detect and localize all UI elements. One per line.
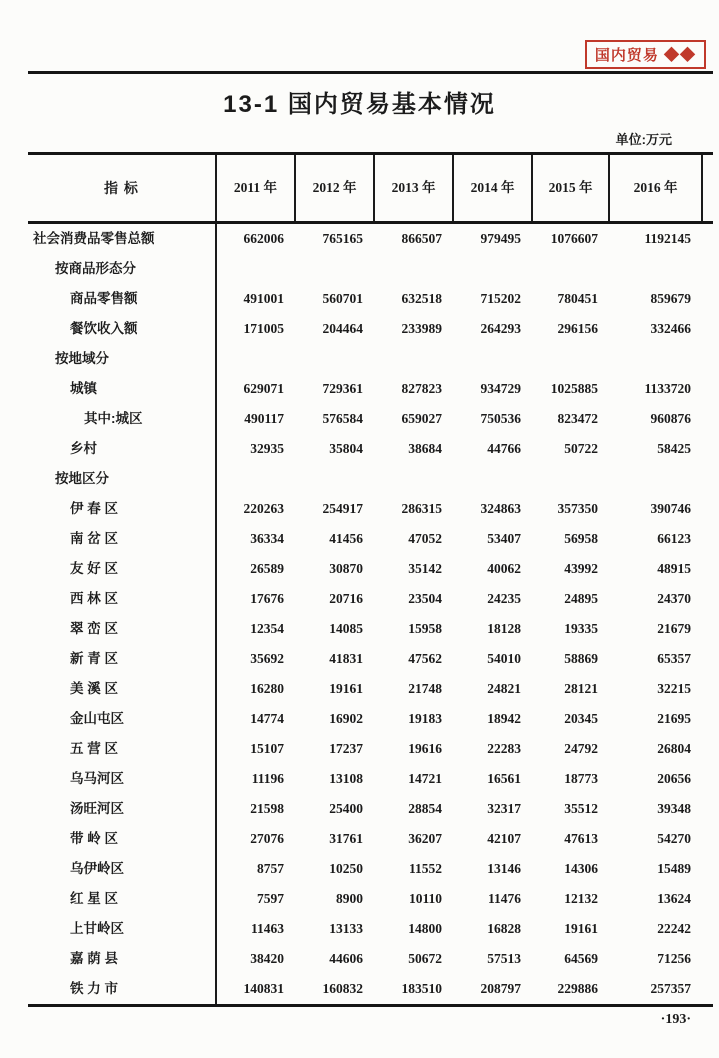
cell-value: 58869 [564, 651, 598, 666]
row-label: 城镇 [28, 374, 217, 404]
table-row [28, 224, 713, 254]
cell-value: 14306 [564, 861, 598, 876]
table-row [28, 854, 713, 884]
cell-value: 19161 [564, 921, 598, 936]
table-row [28, 344, 713, 374]
cell-value: 264293 [480, 321, 521, 336]
table-row [28, 824, 713, 854]
cell-value: 25400 [329, 801, 363, 816]
indicator-header-cell: 指 标 [28, 155, 217, 221]
cell-value: 32215 [657, 681, 691, 696]
cell-value: 10250 [329, 861, 363, 876]
cell-value: 15958 [408, 621, 442, 636]
cell-value [454, 344, 533, 374]
row-label: 汤旺河区 [28, 794, 217, 824]
cell-value: 40062 [487, 561, 521, 576]
row-label: 红 星 区 [28, 884, 217, 914]
cell-value [217, 464, 296, 494]
cell-value: 13624 [657, 891, 691, 906]
cell-value: 43992 [564, 561, 598, 576]
row-label: 新 青 区 [28, 644, 217, 674]
cell-value: 19161 [329, 681, 363, 696]
row-label: 南 岔 区 [28, 524, 217, 554]
cell-value [610, 464, 703, 494]
cell-value: 13108 [329, 771, 363, 786]
cell-value: 16828 [487, 921, 521, 936]
table-row [28, 254, 713, 284]
table-row [28, 884, 713, 914]
table-row [28, 614, 713, 644]
year-header-cell-2015: 2015 年 [533, 155, 610, 221]
cell-value: 229886 [557, 981, 598, 996]
cell-value: 22242 [657, 921, 691, 936]
cell-value: 65357 [657, 651, 691, 666]
cell-value: 24370 [657, 591, 691, 606]
cell-value: 823472 [557, 411, 598, 426]
cell-value: 1133720 [644, 381, 691, 396]
cell-value: 12354 [250, 621, 284, 636]
table-header-row [28, 155, 713, 224]
cell-value: 8757 [257, 861, 284, 876]
table-row [28, 704, 713, 734]
cell-value: 23504 [408, 591, 442, 606]
cell-value: 15489 [657, 861, 691, 876]
cell-value: 31761 [329, 831, 363, 846]
cell-value: 17237 [329, 741, 363, 756]
cell-value: 21679 [657, 621, 691, 636]
table-row [28, 494, 713, 524]
cell-value: 254917 [322, 501, 363, 516]
cell-value: 66123 [657, 531, 691, 546]
row-label: 商品零售额 [28, 284, 217, 314]
cell-value: 16561 [487, 771, 521, 786]
year-header-cell-2012: 2012 年 [296, 155, 375, 221]
cell-value: 1076607 [550, 231, 598, 246]
cell-value: 14774 [250, 711, 284, 726]
row-label: 按地区分 [28, 464, 217, 494]
cell-value: 15107 [250, 741, 284, 756]
cell-value: 13146 [487, 861, 521, 876]
row-label: 嘉 荫 县 [28, 944, 217, 974]
cell-value: 44766 [487, 441, 521, 456]
row-label: 乡村 [28, 434, 217, 464]
cell-value: 160832 [322, 981, 363, 996]
cell-value: 560701 [322, 291, 363, 306]
page-title: 13-1 国内贸易基本情况 [223, 91, 496, 118]
cell-value: 659027 [401, 411, 442, 426]
cell-value: 576584 [322, 411, 363, 426]
cell-value: 36334 [250, 531, 284, 546]
cell-value: 21748 [408, 681, 442, 696]
row-label: 其中:城区 [28, 404, 217, 434]
row-label: 按商品形态分 [28, 254, 217, 284]
cell-value [533, 254, 610, 284]
cell-value: 26589 [250, 561, 284, 576]
row-label: 金山屯区 [28, 704, 217, 734]
cell-value: 662006 [243, 231, 284, 246]
cell-value: 979495 [480, 231, 521, 246]
cell-value: 11196 [251, 771, 284, 786]
cell-value: 1192145 [644, 231, 691, 246]
cell-value: 27076 [250, 831, 284, 846]
table-row [28, 914, 713, 944]
cell-value: 491001 [243, 291, 284, 306]
table-body [28, 224, 713, 1004]
year-header-cell-2013: 2013 年 [375, 155, 454, 221]
cell-value: 780451 [557, 291, 598, 306]
cell-value: 10110 [408, 891, 442, 906]
section-tab [585, 40, 706, 69]
cell-value: 56958 [564, 531, 598, 546]
cell-value: 21598 [250, 801, 284, 816]
table-row [28, 434, 713, 464]
cell-value [296, 254, 375, 284]
cell-value: 11476 [487, 891, 521, 906]
row-label: 餐饮收入额 [28, 314, 217, 344]
cell-value [454, 464, 533, 494]
cell-value: 866507 [401, 231, 442, 246]
cell-value: 859679 [650, 291, 691, 306]
table-row [28, 284, 713, 314]
table-row [28, 554, 713, 584]
table-row [28, 794, 713, 824]
table-row [28, 404, 713, 434]
cell-value [533, 464, 610, 494]
cell-value: 38684 [408, 441, 442, 456]
cell-value: 183510 [401, 981, 442, 996]
cell-value [610, 344, 703, 374]
cell-value: 21695 [657, 711, 691, 726]
cell-value: 44606 [329, 951, 363, 966]
cell-value: 71256 [657, 951, 691, 966]
cell-value: 20345 [564, 711, 598, 726]
cell-value [375, 254, 454, 284]
cell-value: 960876 [650, 411, 691, 426]
cell-value: 30870 [329, 561, 363, 576]
row-label: 乌伊岭区 [28, 854, 217, 884]
cell-value: 17676 [250, 591, 284, 606]
cell-value: 8900 [336, 891, 363, 906]
cell-value: 13133 [329, 921, 363, 936]
table-row [28, 974, 713, 1004]
unit-note: 单位:万元 [615, 132, 672, 147]
cell-value: 41456 [329, 531, 363, 546]
cell-value: 296156 [557, 321, 598, 336]
cell-value: 629071 [243, 381, 284, 396]
cell-value: 12132 [564, 891, 598, 906]
cell-value: 286315 [401, 501, 442, 516]
cell-value: 332466 [650, 321, 691, 336]
cell-value [296, 344, 375, 374]
cell-value: 140831 [243, 981, 284, 996]
cell-value: 14800 [408, 921, 442, 936]
cell-value: 39348 [657, 801, 691, 816]
cell-value: 47562 [408, 651, 442, 666]
header-rule [28, 71, 713, 74]
cell-value [375, 344, 454, 374]
year-header-cell-2016: 2016 年 [610, 155, 703, 221]
cell-value: 934729 [480, 381, 521, 396]
cell-value: 35512 [564, 801, 598, 816]
cell-value: 490117 [244, 411, 284, 426]
cell-value: 19183 [408, 711, 442, 726]
table-row [28, 314, 713, 344]
cell-value: 765165 [322, 231, 363, 246]
cell-value: 14085 [329, 621, 363, 636]
cell-value: 750536 [480, 411, 521, 426]
row-label: 美 溪 区 [28, 674, 217, 704]
cell-value: 35692 [250, 651, 284, 666]
cell-value [296, 464, 375, 494]
cell-value: 47052 [408, 531, 442, 546]
cell-value: 54270 [657, 831, 691, 846]
row-label: 社会消费品零售总额 [28, 224, 217, 254]
year-header-cell-2014: 2014 年 [454, 155, 533, 221]
cell-value: 208797 [480, 981, 521, 996]
cell-value: 11463 [250, 921, 284, 936]
row-label: 翠 峦 区 [28, 614, 217, 644]
table-row [28, 734, 713, 764]
cell-value: 632518 [401, 291, 442, 306]
cell-value: 35142 [408, 561, 442, 576]
cell-value: 204464 [322, 321, 363, 336]
cell-value: 16902 [329, 711, 363, 726]
cell-value: 19616 [408, 741, 442, 756]
table-row [28, 644, 713, 674]
header-spacer [703, 155, 713, 221]
row-label: 伊 春 区 [28, 494, 217, 524]
cell-value [454, 254, 533, 284]
cell-value [375, 464, 454, 494]
cell-value: 827823 [401, 381, 442, 396]
row-label: 铁 力 市 [28, 974, 217, 1004]
row-label: 西 林 区 [28, 584, 217, 614]
cell-value: 41831 [329, 651, 363, 666]
cell-value [533, 344, 610, 374]
cell-value: 20716 [329, 591, 363, 606]
cell-value: 57513 [487, 951, 521, 966]
cell-value: 32935 [250, 441, 284, 456]
cell-value: 32317 [487, 801, 521, 816]
cell-value: 18128 [487, 621, 521, 636]
cell-value: 22283 [487, 741, 521, 756]
page-number: ·193· [660, 1012, 691, 1027]
cell-value: 64569 [564, 951, 598, 966]
trade-table [28, 152, 713, 1007]
cell-value: 19335 [564, 621, 598, 636]
cell-value: 24821 [487, 681, 521, 696]
cell-value: 24895 [564, 591, 598, 606]
table-row [28, 374, 713, 404]
cell-value: 20656 [657, 771, 691, 786]
cell-value: 42107 [487, 831, 521, 846]
cell-value: 1025885 [550, 381, 598, 396]
cell-value: 28854 [408, 801, 442, 816]
cell-value: 24235 [487, 591, 521, 606]
cell-value: 50722 [564, 441, 598, 456]
row-label: 五 营 区 [28, 734, 217, 764]
cell-value: 233989 [401, 321, 442, 336]
row-label: 带 岭 区 [28, 824, 217, 854]
table-row [28, 584, 713, 614]
table-row [28, 674, 713, 704]
year-header-cell-2011: 2011 年 [217, 155, 296, 221]
table-row [28, 944, 713, 974]
row-label: 友 好 区 [28, 554, 217, 584]
cell-value: 26804 [657, 741, 691, 756]
cell-value: 390746 [650, 501, 691, 516]
table-row [28, 764, 713, 794]
cell-value: 715202 [480, 291, 521, 306]
cell-value: 38420 [250, 951, 284, 966]
cell-value: 47613 [564, 831, 598, 846]
table-row [28, 464, 713, 494]
cell-value: 257357 [650, 981, 691, 996]
cell-value [217, 254, 296, 284]
row-label: 按地域分 [28, 344, 217, 374]
cell-value: 357350 [557, 501, 598, 516]
cell-value: 16280 [250, 681, 284, 696]
cell-value: 171005 [243, 321, 284, 336]
cell-value: 48915 [657, 561, 691, 576]
row-label: 乌马河区 [28, 764, 217, 794]
cell-value: 7597 [257, 891, 284, 906]
cell-value: 11552 [408, 861, 442, 876]
cell-value: 36207 [408, 831, 442, 846]
cell-value: 53407 [487, 531, 521, 546]
cell-value: 54010 [487, 651, 521, 666]
section-tab-label: 国内贸易 ◆◆ [594, 47, 696, 64]
cell-value: 58425 [657, 441, 691, 456]
cell-value: 729361 [322, 381, 363, 396]
cell-value [217, 344, 296, 374]
cell-value: 24792 [564, 741, 598, 756]
cell-value: 324863 [480, 501, 521, 516]
cell-value [610, 254, 703, 284]
cell-value: 18773 [564, 771, 598, 786]
cell-value: 35804 [329, 441, 363, 456]
cell-value: 220263 [243, 501, 284, 516]
cell-value: 50672 [408, 951, 442, 966]
table-row [28, 524, 713, 554]
row-label: 上甘岭区 [28, 914, 217, 944]
cell-value: 14721 [408, 771, 442, 786]
cell-value: 18942 [487, 711, 521, 726]
cell-value: 28121 [564, 681, 598, 696]
